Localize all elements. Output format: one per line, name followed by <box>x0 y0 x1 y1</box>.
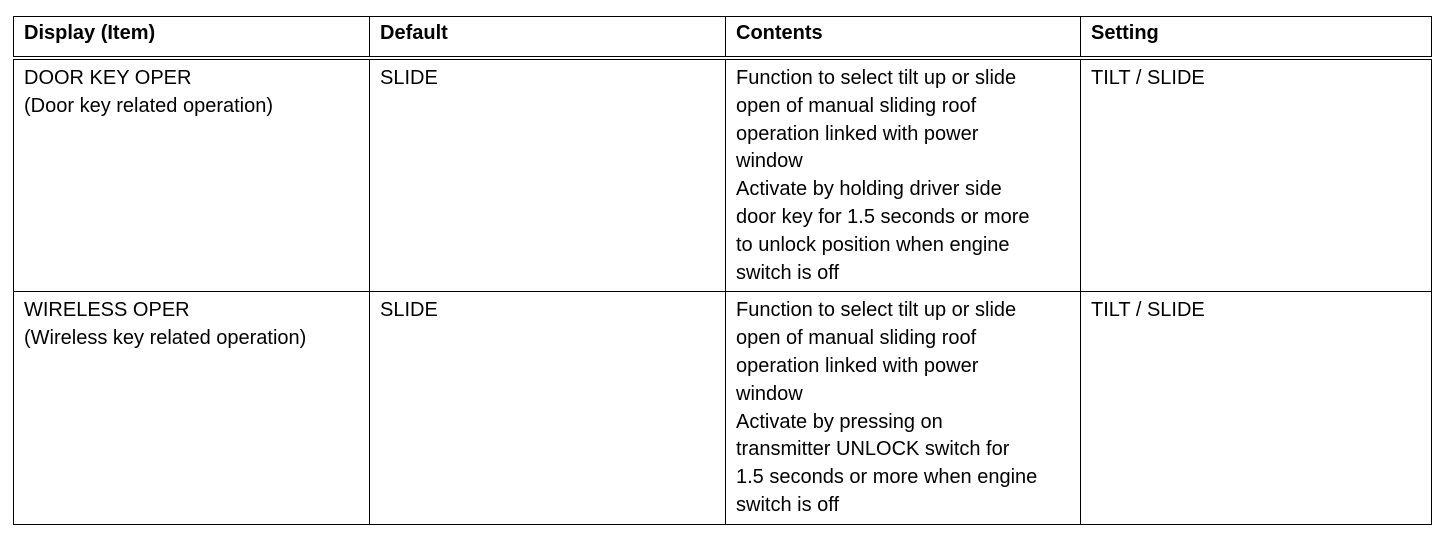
contents-line: 1.5 seconds or more when engine <box>736 466 1038 489</box>
cell-default: SLIDE <box>370 292 726 524</box>
contents-line: to unlock position when engine <box>736 233 1010 256</box>
contents-line: door key for 1.5 seconds or more <box>736 205 1030 228</box>
contents-line: open of manual sliding roof <box>736 327 977 350</box>
contents-line: window <box>736 150 803 173</box>
table-header <box>14 17 1432 59</box>
cell-display-item <box>14 292 370 524</box>
display-item-name: WIRELESS OPER <box>24 299 190 322</box>
table-row-door-key-oper <box>14 58 1432 292</box>
cell-setting: TILT / SLIDE <box>1081 292 1432 524</box>
header-default: Default <box>370 17 726 59</box>
table-body <box>14 58 1432 524</box>
contents-line: window <box>736 382 803 405</box>
customize-settings-table <box>13 16 1432 525</box>
display-item-description: (Wireless key related operation) <box>24 327 307 350</box>
contents-line: open of manual sliding roof <box>736 94 977 117</box>
table-row-wireless-oper <box>14 292 1432 524</box>
contents-line: Function to select tilt up or slide <box>736 299 1017 322</box>
cell-contents <box>726 58 1081 292</box>
header-row <box>14 17 1432 59</box>
contents-line: operation linked with power <box>736 122 979 145</box>
cell-display-item <box>14 58 370 292</box>
contents-line: operation linked with power <box>736 354 979 377</box>
contents-line: transmitter UNLOCK switch for <box>736 438 1010 461</box>
header-setting: Setting <box>1081 17 1432 59</box>
contents-line: switch is off <box>736 261 839 284</box>
cell-contents <box>726 292 1081 524</box>
contents-line: Activate by holding driver side <box>736 178 1002 201</box>
display-item-name: DOOR KEY OPER <box>24 67 192 89</box>
header-contents: Contents <box>726 17 1081 59</box>
contents-line: Function to select tilt up or slide <box>736 67 1017 89</box>
contents-line: switch is off <box>736 493 839 516</box>
header-display-item: Display (Item) <box>14 17 370 59</box>
cell-setting: TILT / SLIDE <box>1081 58 1432 292</box>
display-item-description: (Door key related operation) <box>24 94 274 117</box>
contents-line: Activate by pressing on <box>736 410 943 433</box>
cell-default: SLIDE <box>370 58 726 292</box>
